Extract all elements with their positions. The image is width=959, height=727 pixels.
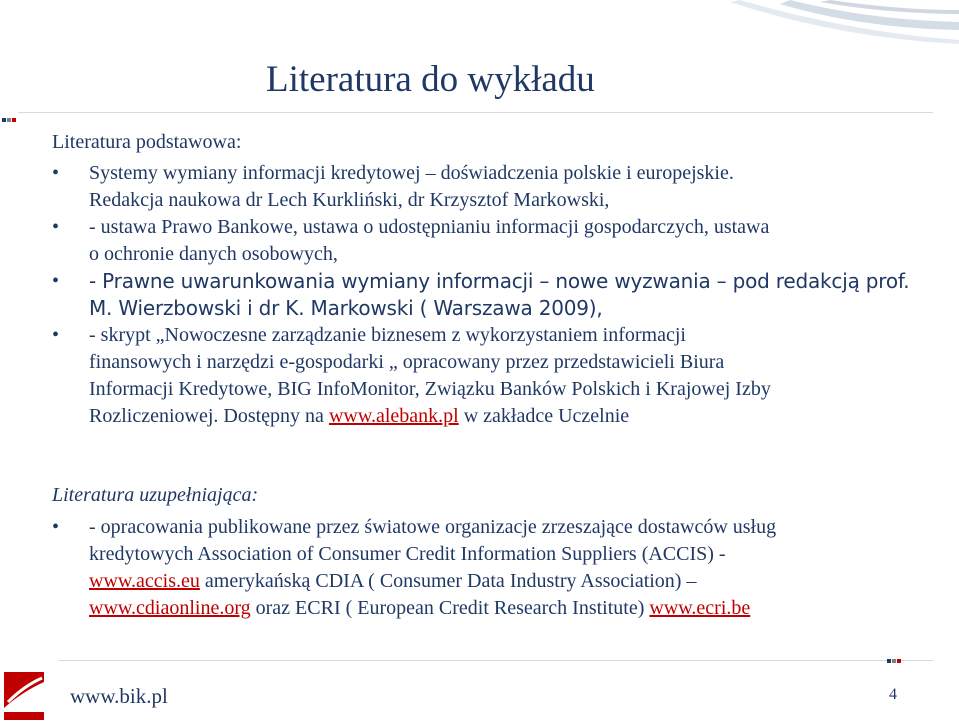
footer-divider [58, 660, 933, 661]
title-divider [18, 112, 933, 113]
corner-squares-decoration [2, 109, 17, 127]
ecri-link[interactable]: www.ecri.be [649, 597, 751, 619]
bullet-icon: • [52, 162, 60, 184]
bullet-icon: • [52, 216, 60, 238]
page-number: 4 [889, 686, 897, 703]
section-heading-primary: Literatura podstawowa: [52, 131, 242, 153]
bullet-icon: • [52, 270, 59, 292]
list-item: • - ustawa Prawo Bankowe, ustawa o udostępnianiu informacji gospodarczych, ustawa o ochronie danych osobowych, [52, 216, 770, 265]
footer-website: www.bik.pl [70, 684, 168, 708]
cdiaonline-link[interactable]: www.cdiaonline.org [89, 597, 251, 619]
bullet-icon: • [52, 516, 60, 538]
footer-squares-decoration [887, 650, 902, 668]
list-item: • - opracowania publikowane przez światowe organizacje zrzeszające dostawców usług kredytowych Association of Consumer Credit Information Suppliers (ACCIS) - www.accis.eu amerykańską CDIA ( Consumer Data Industry Association) – www.cdiaonline.org oraz ECRI ( European Credit Research Institute) www.ecri.be [52, 516, 777, 619]
primary-literature-list [52, 160, 910, 430]
bullet-icon: • [52, 324, 60, 346]
list-item: • - skrypt „Nowoczesne zarządzanie biznesem z wykorzystaniem informacji finansowych i narzędzi e-gospodarki „ opracowany przez przedstawicieli Biura Informacji Kredytowe, BIG InfoMonitor, Związku Banków Polskich i Krajowej Izby Rozliczeniowej. Dostępny na www.alebank.pl w zakładce Uczelnie [52, 324, 771, 427]
alebank-link[interactable]: www.alebank.pl [328, 405, 459, 427]
section-heading-supplementary: Literatura uzupełniająca: [52, 484, 259, 506]
list-item: • - Prawne uwarunkowania wymiany informacji – nowe wyzwania – pod redakcją prof. M. Wierzbowski i dr K. Markowski ( Warszawa 2009), [52, 269, 910, 320]
slide-title: Literatura do wykładu [266, 59, 595, 100]
supplementary-literature-list [52, 514, 852, 622]
teraz-polska-logo [2, 662, 46, 722]
accis-link[interactable]: www.accis.eu [89, 570, 200, 592]
list-item: • Systemy wymiany informacji kredytowej – doświadczenia polskie i europejskie. Redakcja naukowa dr Lech Kurkliński, dr Krzysztof Markowski, [52, 162, 734, 211]
